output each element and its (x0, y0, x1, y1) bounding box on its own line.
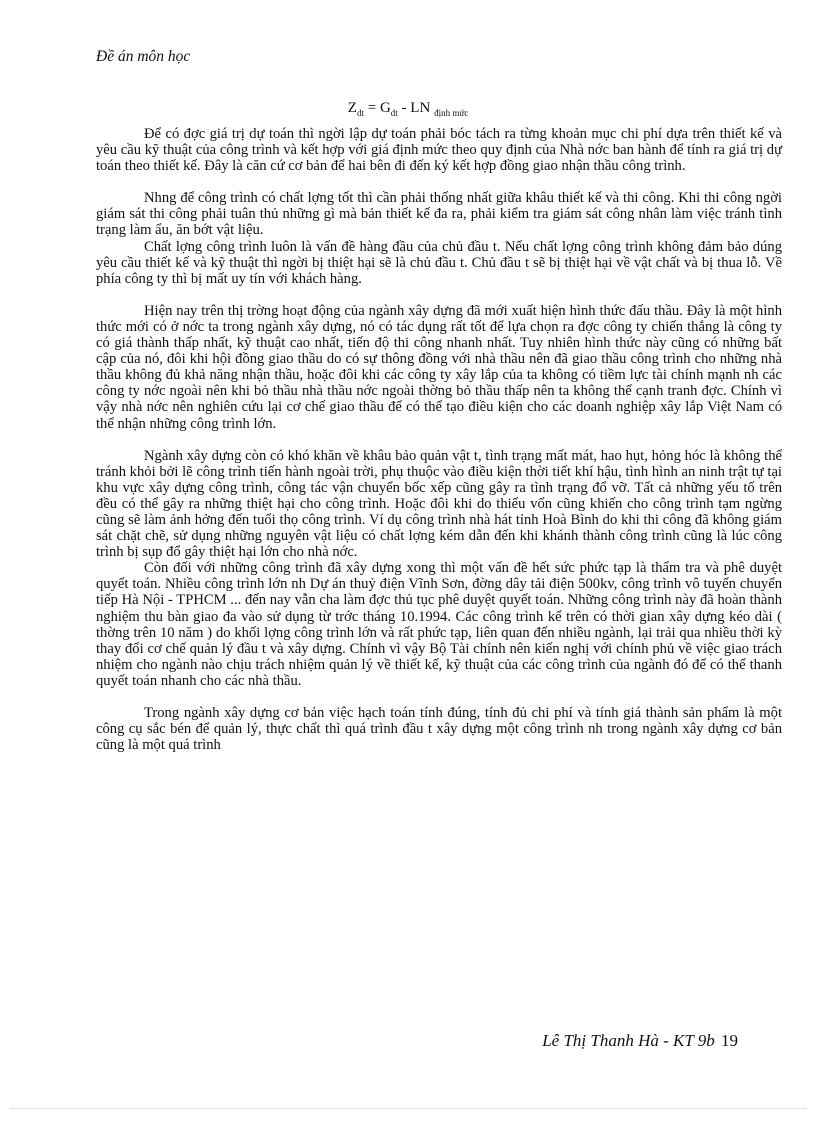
cost-formula: $Z_{dt} = G_{dt}$ - LN $_{định mức}$ (347, 100, 469, 118)
page-bottom-divider (10, 1108, 806, 1109)
paragraph-estimate-value: Để có đợc giá trị dự toán thì ngời lập dự toán phải bóc tách ra từng khoản mục chi phí dựa trên thiết kế và yêu cầu kỹ thuật của công trình và kết hợp với giá định mức theo quy định của Nhà nớc ban hành để tính ra giá trị dự toán theo thiết kế. Đây là căn cứ cơ bản để hai bên đi đến ký kết hợp đồng giao nhận thầu công trình. (96, 126, 782, 175)
paragraph-settlement-approval: Còn đối với những công trình đã xây dựng xong thì một vấn đề hết sức phức tạp là thẩm tra và phê duyệt quyết toán. Nhiều công trình lớn nh Dự án thuỷ điện Vĩnh Sơn, đờng dây tải điện 500kv, công trình vô tuyến chuyển tiếp Hà Nội - TPHCM ... đến nay vẫn cha làm đợc thủ tục phê duyệt quyết toán. Những công trình này đã hoàn thành nghiệm thu bàn giao đa vào sử dụng từ trớc tháng 10.1994. Các công trình kể trên có thời gian xây dựng kéo dài ( thờng trên 10 năm ) do khối lợng công trình lớn và rất phức tạp, liên quan đến nhiều ngành, lại trải qua nhiều thời kỳ thay đổi cơ chế quản lý đầu t và xây dựng. Chính vì vậy Bộ Tài chính nên kiến nghị với chính phủ về việc giao trách nhiệm cho ngành nào chịu trách nhiệm quản lý về thiết kế, kỹ thuật của các công trình của ngành đó để có thể thanh quyết toán nhanh cho các nhà thầu. (96, 560, 782, 689)
paragraph-quality-design: Nhng để công trình có chất lợng tốt thì cần phải thống nhất giữa khâu thiết kế và thi công. Khi thi công ngời giám sát thi công phải tuân thủ những gì mà bản thiết kế đa ra, phải kiểm tra giám sát công nhân làm việc tránh tình trạng làm ẩu, ăn bớt vật liệu. (96, 190, 782, 239)
paragraph-quality-owner: Chất lợng công trình luôn là vấn đề hàng đầu của chủ đầu t. Nếu chất lợng công trình không đảm bảo dúng yêu cầu thiết kế và kỹ thuật thì ngời bị thiệt hại sẽ là chủ đầu t. Chủ đầu t sẽ bị thiệt hại về vật chất và bị thua lỗ. Về phía công ty thì bị mất uy tín với khách hàng. (96, 238, 782, 287)
page-number: 19 (721, 1031, 738, 1050)
paragraph-material-storage: Ngành xây dựng còn có khó khăn về khâu bảo quản vật t, tình trạng mất mát, hao hụt, hỏng hóc là không thể tránh khỏi bởi lẽ công trình tiến hành ngoài trời, phụ thuộc vào điều kiện thời tiết khí hậu, tình hình an ninh trật tự tại khu vực xây dựng công trình, công tác vận chuyển bốc xếp cũng gây ra tình trạng đổ vỡ. Tất cả những yếu tố trên đều có thể gây ra những thiệt hại cho công trình. Hoặc đôi khi do thiếu vốn cũng khiến cho công trình tạm ngừng cũng sẽ làm ảnh hởng đến tuổi thọ công trình. Ví dụ công trình nhà hát tỉnh Hoà Bình do khi thi công đã không giám sát chặt chẽ, sử dụng những nguyên vật liệu có chất lợng kém dẫn đến khi khánh thành công trình cũng là lúc công trình bị sụp đổ gây thiệt hại lớn cho nhà nớc. (96, 447, 782, 561)
document-header: Đề án môn học (96, 48, 191, 65)
page-footer (542, 1031, 738, 1051)
paragraph-bidding: Hiện nay trên thị trờng hoạt động của ngành xây dựng đã mới xuất hiện hình thức đấu thầu. Đây là một hình thức mới có ở nớc ta trong ngành xây dựng, nó có tác dụng rất tốt để lựa chọn ra đợc công ty chiến thắng là công ty có giá thành thấp nhất, kỹ thuật cao nhất, tiến độ thi công nhanh nhất. Tuy nhiên hình thức này cũng có những bất cập của nó, đôi khi hội đồng giao thầu do có sự thông đồng với nhà thầu nên đã giao thầu công trình cho những nhà thầu không đủ khả năng nhận thầu, hoặc đôi khi các công ty xây lắp của ta không có tiềm lực tài chính mạnh nh các công ty nớc ngoài nên khi bỏ thầu nhà thầu nớc ngoài thờng bỏ thầu thấp nên ta không thể cạnh tranh đợc. Chính vì vậy nhà nớc nên nghiên cứu lại cơ chế giao thầu để có thể tạo điều kiện cho các doanh nghiệp xây lắp Việt Nam có thể nhận những công trình lớn. (96, 302, 782, 432)
document-body (96, 126, 782, 753)
paragraph-cost-accounting: Trong ngành xây dựng cơ bản việc hạch toán tính đúng, tính đủ chi phí và tính giá thành sản phẩm là một công cụ sắc bén để quản lý, thực chất thì quá trình đầu t xây dựng một công trình nh trong ngành xây dựng cơ bản cũng là một quá trình (96, 705, 782, 754)
footer-author: Lê Thị Thanh Hà - KT 9b (542, 1031, 715, 1050)
